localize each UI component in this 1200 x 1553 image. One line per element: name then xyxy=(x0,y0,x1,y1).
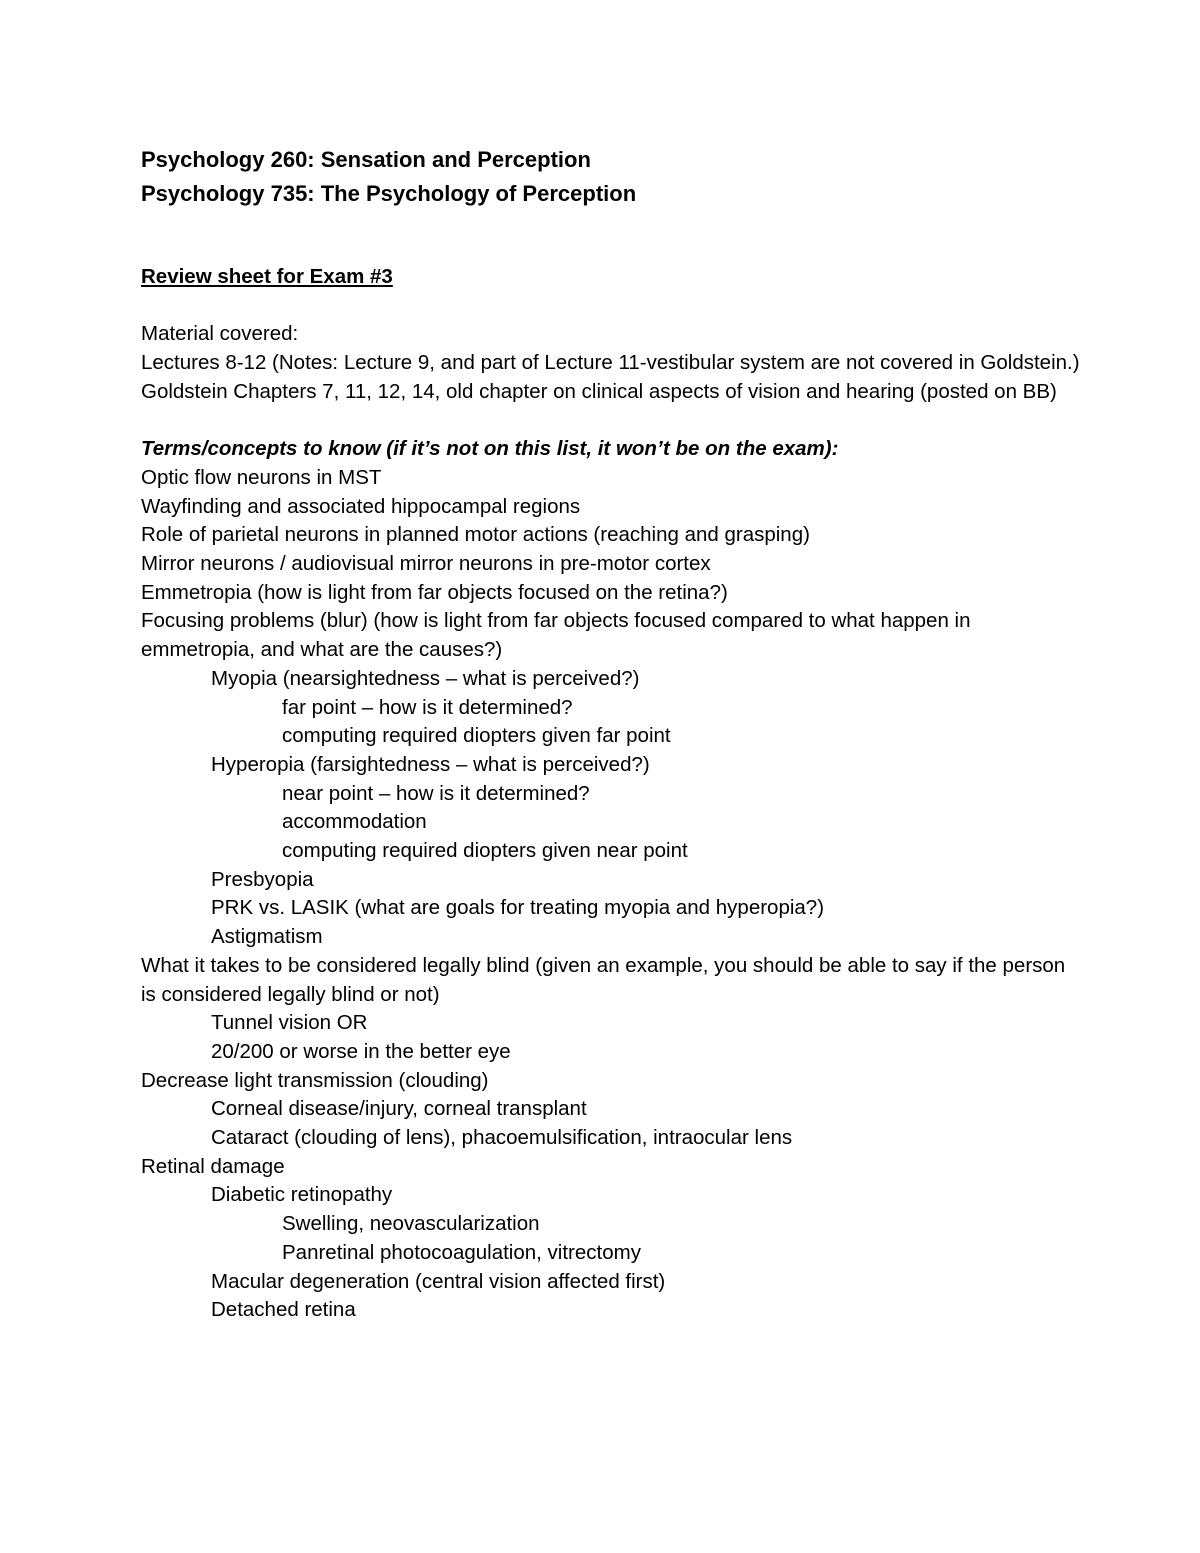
term-item: 20/200 or worse in the better eye xyxy=(211,1039,511,1063)
term-item: Focusing problems (blur) (how is light from far objects focused compared to what happen in emmetropia, and what are the causes?) xyxy=(141,609,971,662)
term-item: Presbyopia xyxy=(211,867,314,891)
terms-list xyxy=(141,464,1081,1325)
term-item: Emmetropia (how is light from far objects focused on the retina?) xyxy=(141,580,728,604)
term-item: Hyperopia (farsightedness – what is perceived?) xyxy=(211,752,650,776)
term-item: near point – how is it determined? xyxy=(282,781,590,805)
term-item: Detached retina xyxy=(211,1298,356,1322)
course-title-735: Psychology 735: The Psychology of Perception xyxy=(141,181,637,206)
term-item: Astigmatism xyxy=(211,925,323,949)
term-item: Swelling, neovascularization xyxy=(282,1212,540,1236)
spacer xyxy=(141,407,1081,436)
spacer xyxy=(141,211,1081,263)
term-item: Mirror neurons / audiovisual mirror neurons in pre-motor cortex xyxy=(141,552,711,575)
term-item: Retinal damage xyxy=(141,1154,285,1178)
term-item: What it takes to be considered legally blind (given an example, you should be able to say if the person is considered legally blind or not) xyxy=(141,953,1066,1006)
material-lectures-line: Lectures 8-12 (Notes: Lecture 9, and part of Lecture 11-vestibular system are not covered in Goldstein.) xyxy=(141,351,1080,375)
term-item: Corneal disease/injury, corneal transplant xyxy=(211,1097,587,1121)
spacer xyxy=(141,292,1081,321)
material-chapters-line: Goldstein Chapters 7, 11, 12, 14, old chapter on clinical aspects of vision and hearing (posted on BB) xyxy=(141,379,1057,403)
term-item: Macular degeneration (central vision affected first) xyxy=(211,1269,666,1293)
term-item: Panretinal photocoagulation, vitrectomy xyxy=(282,1240,641,1264)
term-item: Role of parietal neurons in planned motor actions (reaching and grasping) xyxy=(141,523,810,547)
document-body xyxy=(141,143,1081,1325)
term-item: far point – how is it determined? xyxy=(282,695,573,719)
terms-heading: Terms/concepts to know (if it’s not on this list, it won’t be on the exam): xyxy=(141,437,839,461)
term-item: Decrease light transmission (clouding) xyxy=(141,1068,489,1092)
term-item: Cataract (clouding of lens), phacoemulsification, intraocular lens xyxy=(211,1126,793,1150)
term-item: computing required diopters given far point xyxy=(282,724,671,748)
term-item: accommodation xyxy=(282,810,427,834)
term-item: Diabetic retinopathy xyxy=(211,1183,393,1207)
term-item: computing required diopters given near point xyxy=(282,839,688,863)
material-covered-label: Material covered: xyxy=(141,322,299,346)
term-item: Tunnel vision OR xyxy=(211,1011,368,1035)
term-item: PRK vs. LASIK (what are goals for treating myopia and hyperopia?) xyxy=(211,896,825,920)
term-item: Myopia (nearsightedness – what is perceived?) xyxy=(211,666,640,690)
review-sheet-heading: Review sheet for Exam #3 xyxy=(141,265,393,288)
course-title-260: Psychology 260: Sensation and Perception xyxy=(141,147,591,172)
term-item: Wayfinding and associated hippocampal regions xyxy=(141,494,581,518)
term-item: Optic flow neurons in MST xyxy=(141,465,382,489)
